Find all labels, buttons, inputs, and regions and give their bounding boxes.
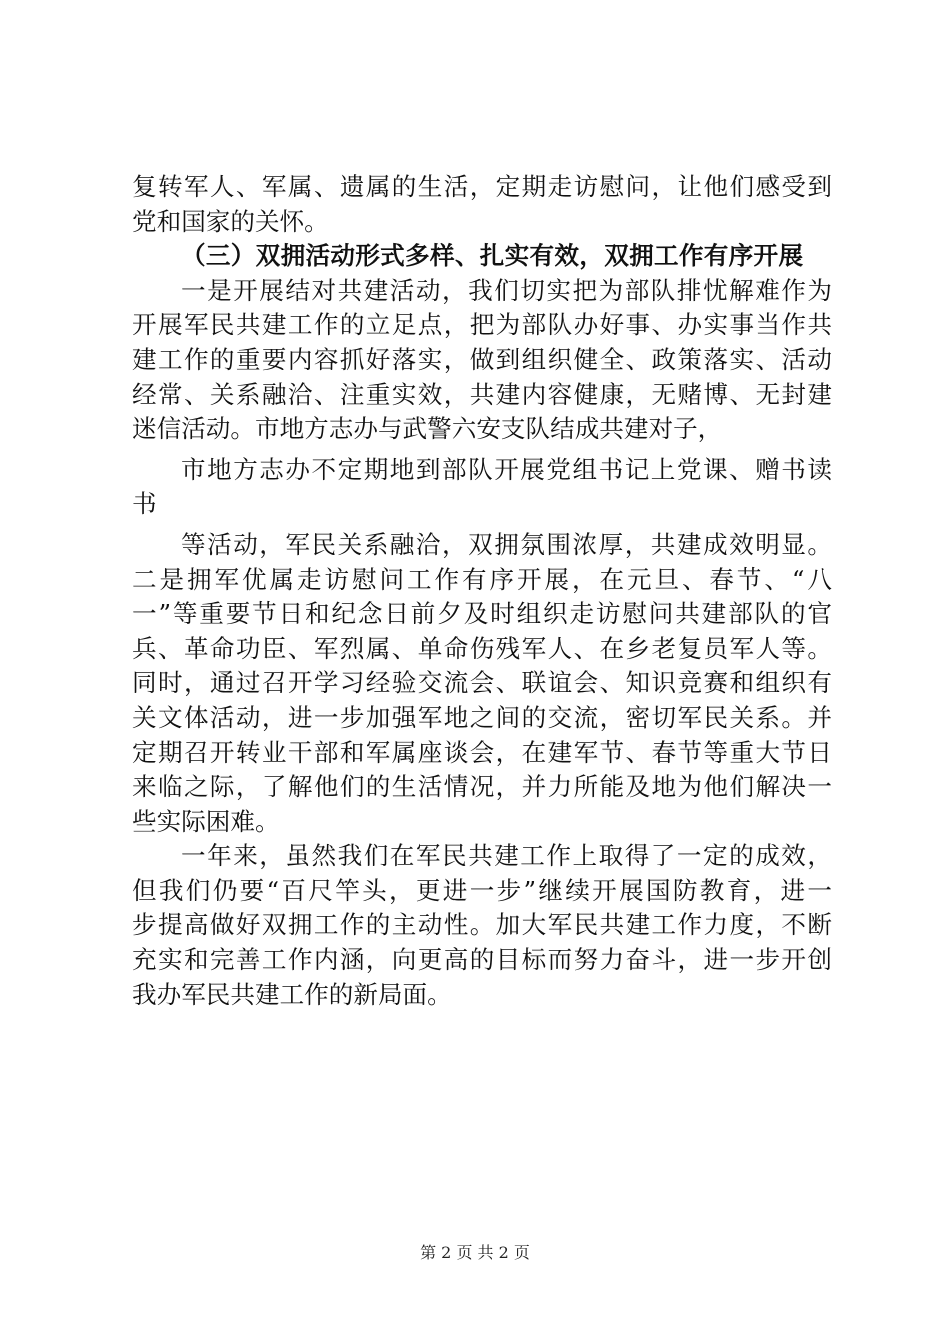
text-line: 同时，通过召开学习经验交流会、联谊会、知识竞赛和组织有 [132,668,832,698]
text-line: 定期召开转业干部和军属座谈会，在建军节、春节等重大节日 [132,737,832,767]
text-line: 一年来，虽然我们在军民共建工作上取得了一定的成效， [181,841,832,871]
text-line: 来临之际，了解他们的生活情况，并力所能及地为他们解决一 [132,772,832,802]
text-line: 一”等重要节日和纪念日前夕及时组织走访慰问共建部队的官 [132,599,832,629]
page-number-footer: 第 2 页 共 2 页 [420,1243,530,1262]
text-line: 书 [132,489,157,519]
text-line: 兵、革命功臣、军烈属、单命伤残军人、在乡老复员军人等。 [132,633,832,663]
text-line: 但我们仍要“百尺竿头，更进一步”继续开展国防教育，进一 [132,875,832,905]
text-line: 迷信活动。市地方志办与武警六安支队结成共建对子， [132,414,723,444]
text-line: 党和国家的关怀。 [132,206,329,236]
text-line: 步提高做好双拥工作的主动性。加大军民共建工作力度，不断 [132,910,832,940]
text-line: 二是拥军优属走访慰问工作有序开展，在元旦、春节、“八 [132,564,832,594]
text-line: 关文体活动，进一步加强军地之间的交流，密切军民关系。并 [132,702,832,732]
text-line: 市地方志办不定期地到部队开展党组书记上党课、赠书读 [181,454,832,484]
text-line: 些实际困难。 [132,806,280,836]
text-line: 复转军人、军属、遗属的生活，定期走访慰问，让他们感受到 [132,172,832,201]
text-line: 一是开展结对共建活动，我们切实把为部队排忧解难作为 [181,275,832,305]
text-line: 建工作的重要内容抓好落实，做到组织健全、政策落实、活动 [132,344,832,374]
text-line: 开展军民共建工作的立足点，把为部队办好事、办实事当作共 [132,310,832,340]
document-body [132,170,832,1012]
text-line: 经常、关系融洽、注重实效，共建内容健康，无赌博、无封建 [132,379,832,409]
section-heading: （三）双拥活动形式多样、扎实有效，双拥工作有序开展 [181,241,804,271]
text-line: 我办军民共建工作的新局面。 [132,979,452,1009]
text-line: 充实和完善工作内涵，向更高的目标而努力奋斗，进一步开创 [132,945,832,975]
text-line: 等活动，军民关系融洽，双拥氛围浓厚，共建成效明显。 [181,529,832,559]
